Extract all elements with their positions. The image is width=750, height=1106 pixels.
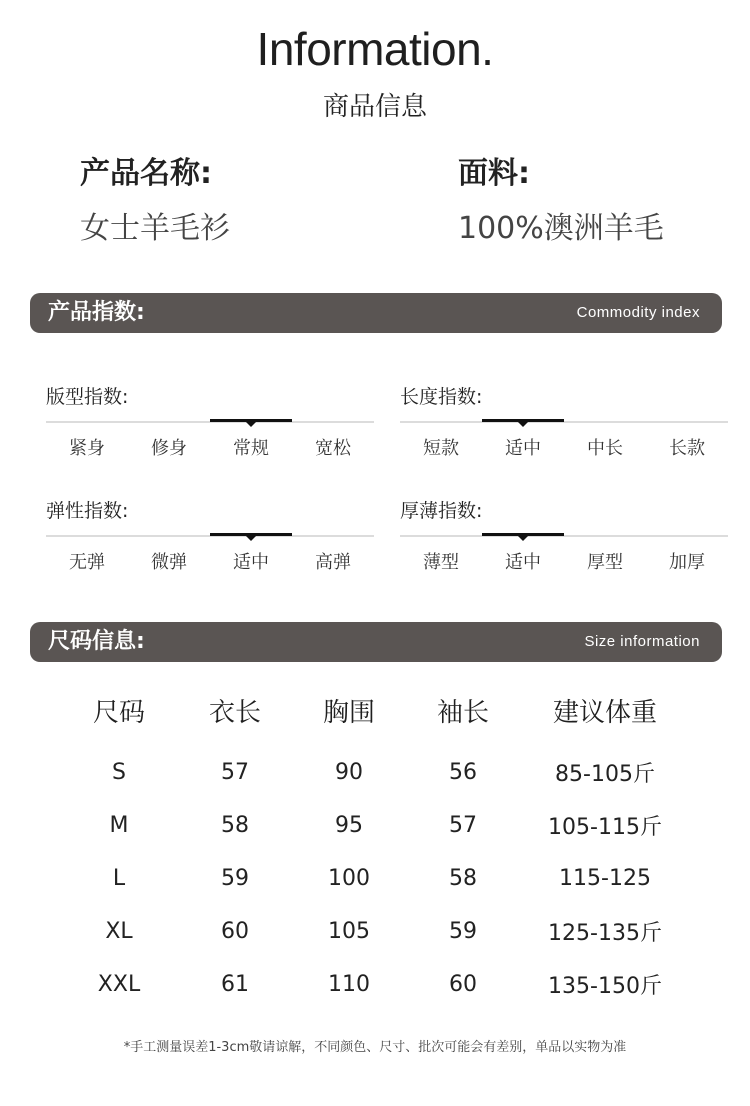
length-cell: 59 — [221, 866, 249, 891]
fit-option: 宽松 — [315, 438, 351, 459]
chest-cell: 110 — [328, 972, 370, 997]
chest-cell: 100 — [328, 866, 370, 891]
chest-cell: 95 — [335, 813, 363, 838]
sleeve-cell: 57 — [449, 813, 477, 838]
table-row — [60, 958, 690, 1011]
table-row — [60, 799, 690, 852]
size-info-title: 尺码信息: — [48, 629, 145, 654]
elasticity-option: 无弹 — [69, 552, 105, 573]
elasticity-option: 高弹 — [315, 552, 351, 573]
length-option: 适中 — [505, 438, 541, 459]
sleeve-cell: 58 — [449, 866, 477, 891]
thickness-option: 加厚 — [669, 552, 705, 573]
table-row — [60, 852, 690, 905]
elasticity-index — [46, 496, 374, 576]
thickness-index-track — [400, 535, 728, 537]
fit-index-title: 版型指数: — [46, 386, 129, 408]
thickness-index-selected-marker — [482, 533, 564, 536]
table-row — [60, 746, 690, 799]
size-cell: L — [112, 866, 126, 891]
size-cell: XXL — [97, 972, 141, 997]
elasticity-index-selected-marker — [210, 533, 292, 536]
size-table-header — [60, 688, 690, 732]
fit-index-selected-marker — [210, 419, 292, 422]
elasticity-option: 适中 — [233, 552, 269, 573]
length-index — [400, 382, 728, 462]
page-title-cn: 商品信息 — [322, 92, 427, 122]
size-info-banner — [30, 622, 722, 662]
elasticity-index-title: 弹性指数: — [46, 500, 129, 522]
thickness-index-title: 厚薄指数: — [400, 500, 483, 522]
material-value: 100%澳洲羊毛 — [458, 211, 664, 246]
page-title-en: Information. — [256, 23, 494, 75]
weight-cell: 105-115斤 — [548, 815, 662, 840]
length-index-track — [400, 421, 728, 423]
thickness-index — [400, 496, 728, 576]
length-option: 长款 — [669, 438, 705, 459]
length-index-title: 长度指数: — [400, 386, 483, 408]
fit-option: 紧身 — [69, 438, 105, 459]
sleeve-cell: 59 — [449, 919, 477, 944]
elasticity-option: 微弹 — [151, 552, 187, 573]
weight-cell: 135-150斤 — [548, 974, 662, 999]
thickness-option: 薄型 — [423, 552, 459, 573]
size-info-subtitle: Size information — [584, 633, 700, 650]
length-option: 短款 — [423, 438, 459, 459]
size-table-header-cell: 胸围 — [322, 697, 375, 728]
material-label: 面料: — [458, 156, 530, 191]
length-cell: 61 — [221, 972, 249, 997]
size-table-header-cell: 衣长 — [208, 697, 261, 728]
table-row — [60, 905, 690, 958]
size-table-header-cell: 袖长 — [436, 697, 489, 728]
length-option: 中长 — [587, 438, 623, 459]
sleeve-cell: 56 — [449, 760, 477, 785]
fit-option: 常规 — [233, 438, 269, 459]
product-name-value: 女士羊毛衫 — [80, 211, 230, 246]
chest-cell: 105 — [328, 919, 370, 944]
footnote: *手工测量误差1-3cm敬请谅解，不同颜色、尺寸、批次可能会有差别，单品以实物为准 — [123, 1040, 627, 1055]
weight-cell: 85-105斤 — [555, 762, 655, 787]
commodity-index-banner — [30, 293, 722, 333]
length-cell: 57 — [221, 760, 249, 785]
commodity-index-subtitle: Commodity index — [576, 304, 700, 321]
size-table — [60, 688, 690, 1011]
fit-option: 修身 — [151, 438, 187, 459]
thickness-option: 厚型 — [587, 552, 623, 573]
length-cell: 60 — [221, 919, 249, 944]
thickness-option: 适中 — [505, 552, 541, 573]
commodity-index-title: 产品指数: — [48, 300, 145, 325]
chest-cell: 90 — [335, 760, 363, 785]
size-cell: S — [112, 760, 126, 785]
length-cell: 58 — [221, 813, 249, 838]
size-table-header-cell: 建议体重 — [552, 697, 657, 728]
weight-cell: 115-125 — [559, 866, 651, 891]
size-cell: XL — [105, 919, 133, 944]
fit-index — [46, 382, 374, 462]
weight-cell: 125-135斤 — [548, 921, 662, 946]
size-cell: M — [109, 813, 129, 838]
product-name-label: 产品名称: — [80, 156, 212, 191]
sleeve-cell: 60 — [449, 972, 477, 997]
size-table-header-cell: 尺码 — [92, 697, 145, 728]
length-index-selected-marker — [482, 419, 564, 422]
